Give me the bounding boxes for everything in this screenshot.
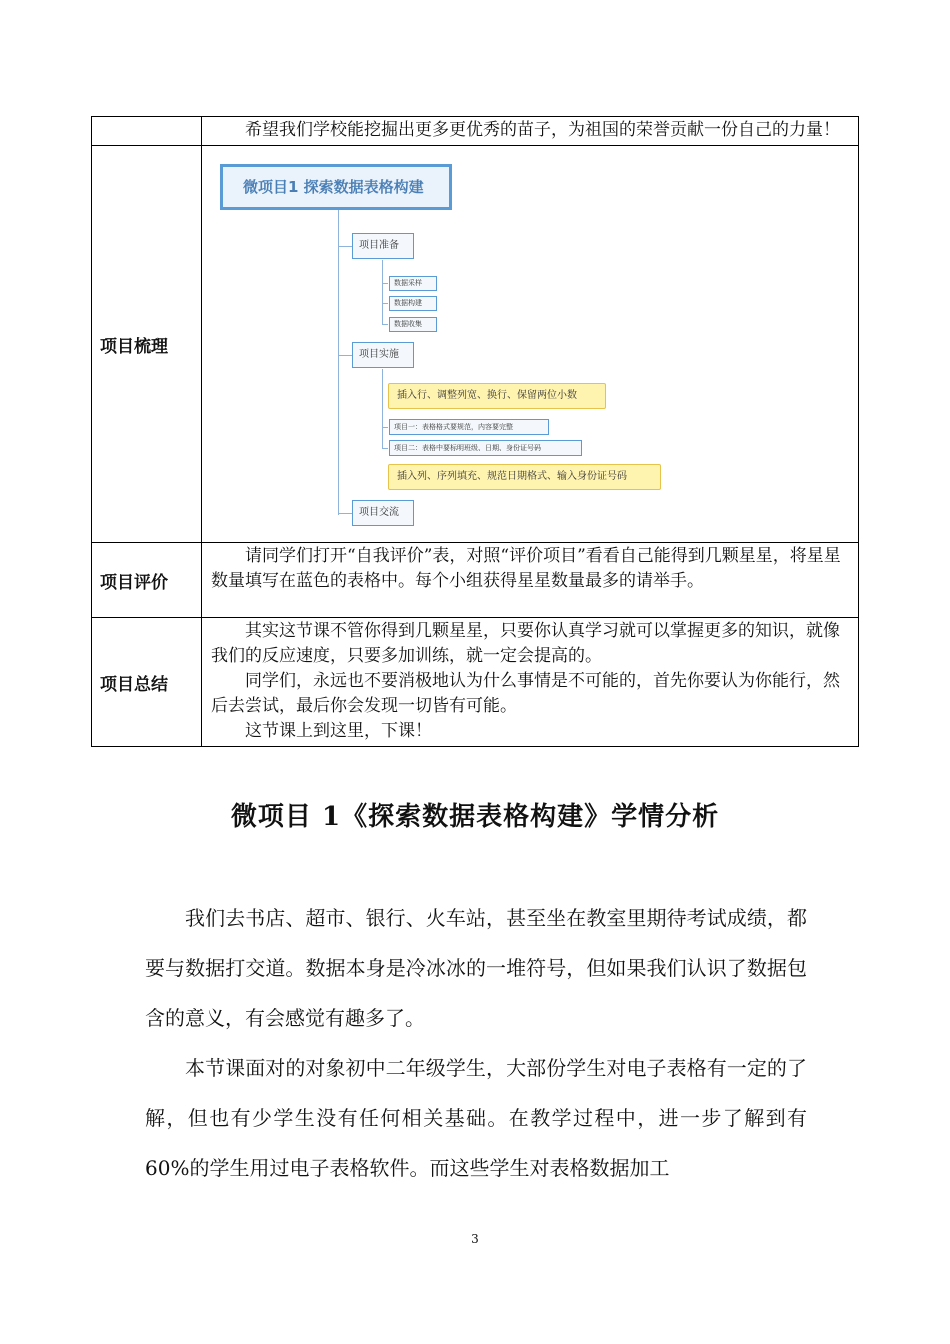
row-label-empty <box>92 117 202 146</box>
mindmap-node-prep: 项目准备 <box>352 233 414 259</box>
mindmap-leaf: 项目二：表格中要标明班级、日期、身份证号码 <box>389 440 582 456</box>
row1-text: 希望我们学校能挖掘出更多更优秀的苗子，为祖国的荣誉贡献一份自己的力量！ <box>245 120 840 140</box>
summary-paragraph: 这节课上到这里，下课！ <box>245 721 432 741</box>
table-row <box>92 618 859 747</box>
connector <box>382 303 388 304</box>
mindmap <box>202 146 858 542</box>
mindmap-leaf: 项目一：表格格式要规范，内容要完整 <box>389 419 549 435</box>
table-row <box>92 543 859 618</box>
row-label-evaluation: 项目评价 <box>92 543 202 618</box>
mindmap-leaf: 数据收集 <box>389 317 437 332</box>
row1-content <box>202 117 859 146</box>
connector <box>338 355 352 356</box>
mindmap-note: 插入行、调整列宽、换行、保留两位小数 <box>388 383 606 409</box>
table-row <box>92 146 859 543</box>
connector <box>382 448 388 449</box>
section-heading: 微项目 1《探索数据表格构建》学情分析 <box>230 802 720 832</box>
body-paragraph: 本节课面对的对象初中二年级学生，大部份学生对电子表格有一定的了解，但也有少学生没有任何相关基础。在教学过程中，进一步了解到有 60%的学生用过电子表格软件。而这些学生对表格数据加工 <box>145 1056 807 1180</box>
connector <box>382 260 383 324</box>
connector <box>382 369 383 449</box>
connector <box>382 283 388 284</box>
summary-paragraph: 同学们，永远也不要消极地认为什么事情是不可能的，首先你要认为你能行，然后去尝试，最后你会发现一切皆有可能。 <box>211 671 840 716</box>
page-number: 3 <box>471 1232 479 1246</box>
mindmap-leaf: 数据采样 <box>389 276 437 291</box>
connector <box>382 324 388 325</box>
mindmap-root: 微项目1 探索数据表格构建 <box>220 164 452 210</box>
row-label-project-outline: 项目梳理 <box>92 146 202 543</box>
lesson-table <box>91 116 859 747</box>
row4-content <box>202 618 859 747</box>
body-paragraph: 我们去书店、超市、银行、火车站，甚至坐在教室里期待考试成绩，都要与数据打交道。数据本身是冷冰冰的一堆符号，但如果我们认识了数据包含的意义，有会感觉有趣多了。 <box>145 906 807 1030</box>
connector <box>338 246 352 247</box>
row3-content <box>202 543 859 618</box>
mindmap-leaf: 数据构建 <box>389 296 437 311</box>
body-text <box>145 893 807 1193</box>
mindmap-note: 插入列、序列填充、规范日期格式、输入身份证号码 <box>388 464 661 490</box>
connector <box>338 210 339 515</box>
row-label-summary: 项目总结 <box>92 618 202 747</box>
connector <box>382 427 388 428</box>
mindmap-node-exchange: 项目交流 <box>352 500 414 526</box>
summary-paragraph: 其实这节课不管你得到几颗星星，只要你认真学习就可以掌握更多的知识，就像我们的反应速度，只要多加训练，就一定会提高的。 <box>211 621 840 666</box>
connector <box>338 513 352 514</box>
table-row <box>92 117 859 146</box>
mindmap-node-impl: 项目实施 <box>352 342 414 368</box>
mindmap-cell <box>202 146 859 543</box>
row3-text: 请同学们打开“自我评价”表，对照“评价项目”看看自己能得到几颗星星，将星星数量填写在蓝色的表格中。每个小组获得星星数量最多的请举手。 <box>211 546 841 591</box>
